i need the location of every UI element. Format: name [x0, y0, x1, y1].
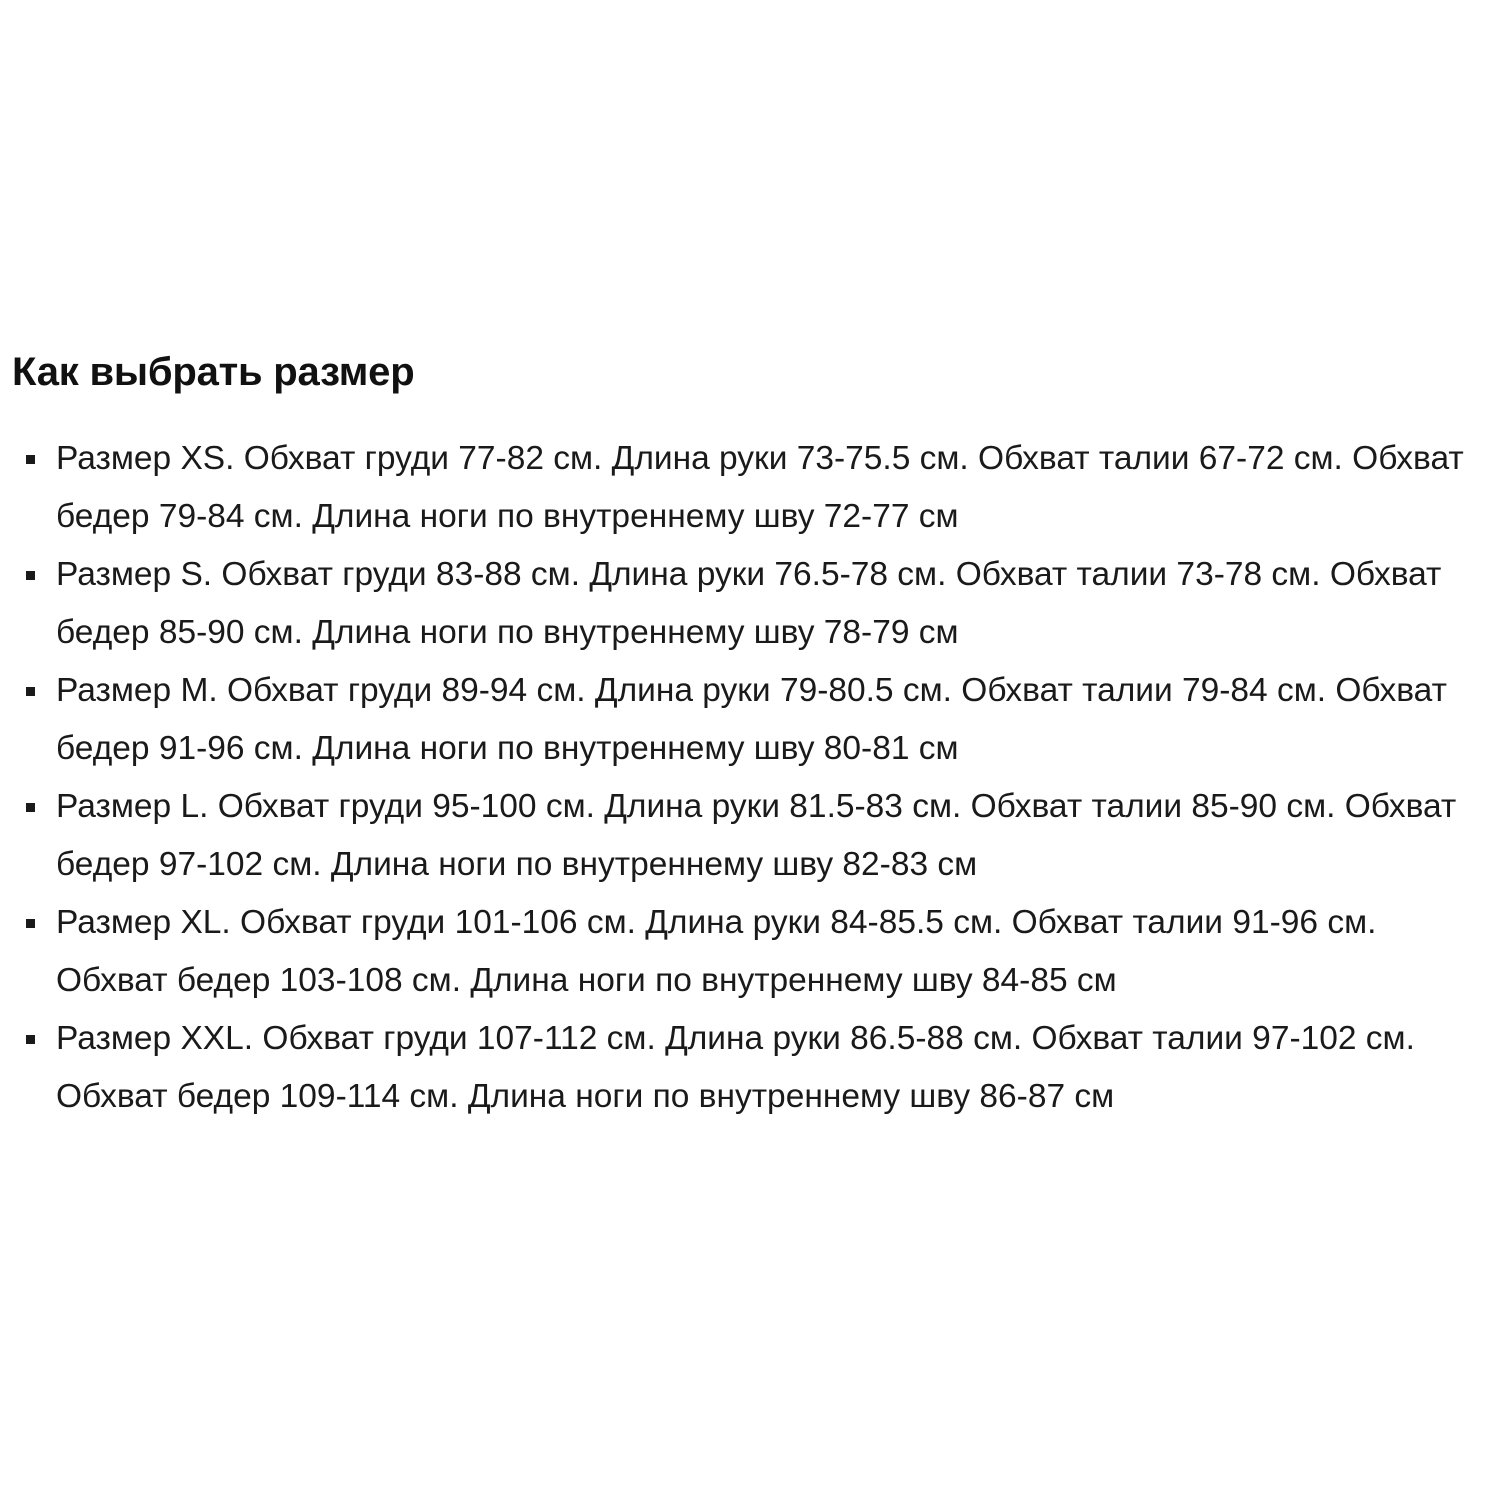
size-item-text: Размер XXL. Обхват груди 107-112 см. Длина руки 86.5-88 см. Обхват талии 97-102 см. Обхват бедер 109-114 см. Длина ноги по внутреннему шву 86-87 см — [56, 1020, 1415, 1115]
size-item-l — [12, 778, 1482, 894]
square-bullet-icon — [26, 803, 35, 812]
square-bullet-icon — [26, 455, 35, 464]
size-item-text: Размер S. Обхват груди 83-88 см. Длина руки 76.5-78 см. Обхват талии 73-78 см. Обхват бедер 85-90 см. Длина ноги по внутреннему шву 78-79 см — [56, 556, 1442, 651]
size-item-text: Размер XS. Обхват груди 77-82 см. Длина руки 73-75.5 см. Обхват талии 67-72 см. Обхват бедер 79-84 см. Длина ноги по внутреннему шву 72-77 см — [56, 440, 1464, 535]
size-item-xs — [12, 430, 1482, 546]
size-item-m — [12, 662, 1482, 778]
square-bullet-icon — [26, 687, 35, 696]
size-item-text: Размер L. Обхват груди 95-100 см. Длина руки 81.5-83 см. Обхват талии 85-90 см. Обхват бедер 97-102 см. Длина ноги по внутреннему шву 82-83 см — [56, 788, 1457, 883]
size-item-text: Размер M. Обхват груди 89-94 см. Длина руки 79-80.5 см. Обхват талии 79-84 см. Обхват бедер 91-96 см. Длина ноги по внутреннему шву 80-81 см — [56, 672, 1447, 767]
size-item-xxl — [12, 1010, 1482, 1126]
square-bullet-icon — [26, 571, 35, 580]
size-guide — [12, 344, 1482, 1126]
size-list — [12, 430, 1482, 1126]
square-bullet-icon — [26, 1035, 35, 1044]
size-guide-title: Как выбрать размер — [12, 350, 415, 394]
square-bullet-icon — [26, 919, 35, 928]
size-item-xl — [12, 894, 1482, 1010]
size-item-s — [12, 546, 1482, 662]
size-item-text: Размер XL. Обхват груди 101-106 см. Длина руки 84-85.5 см. Обхват талии 91-96 см. Обхват бедер 103-108 см. Длина ноги по внутреннему шву 84-85 см — [56, 904, 1377, 999]
